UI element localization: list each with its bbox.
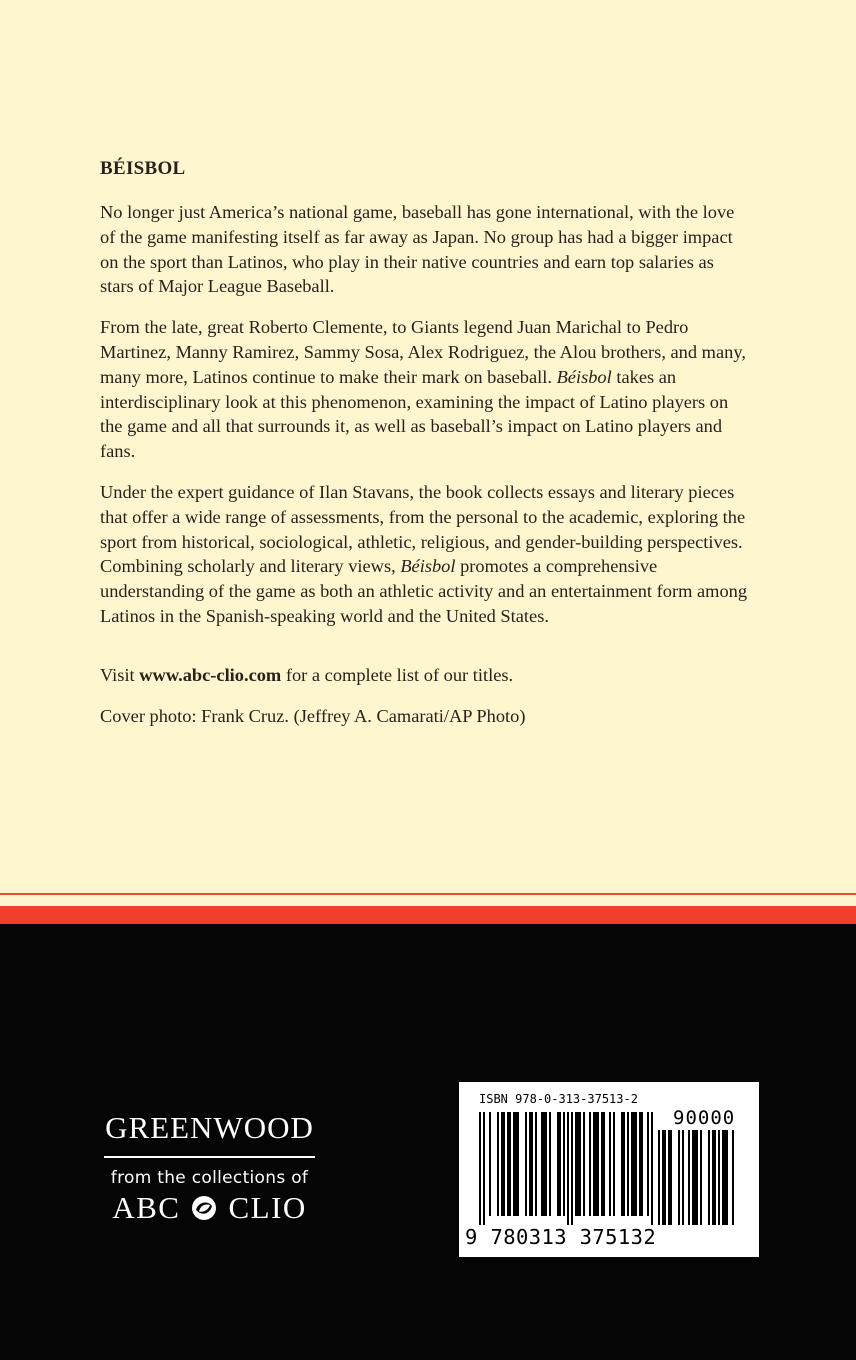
barcode-bar xyxy=(651,1112,653,1225)
barcode-bar xyxy=(529,1112,533,1216)
blurb-paragraph-3 xyxy=(100,480,750,629)
barcode-bar xyxy=(682,1130,684,1225)
barcode-bar xyxy=(563,1112,565,1216)
barcode-bar xyxy=(627,1112,629,1216)
barcode-bar xyxy=(688,1130,690,1225)
visit-text-a: Visit xyxy=(100,664,140,685)
barcode-bar xyxy=(718,1130,720,1225)
barcode-bar xyxy=(609,1112,611,1216)
isbn-label: ISBN 978-0-313-37513-2 xyxy=(479,1092,638,1106)
barcode-bar xyxy=(593,1112,599,1216)
barcode-bar xyxy=(589,1112,591,1216)
paragraph-2-text-b: takes an interdisciplinary look at this phenomenon, examining the impact of Latino players on the game and all that surrounds it, as well as baseball’s impact on Latino players and fans. xyxy=(100,366,729,462)
barcode-bar xyxy=(647,1112,649,1216)
paragraph-3-text-a: Under the expert guidance of Ilan Stavans, the book collects essays and literary pieces that offer a wide range of assessments, from the personal to the academic, exploring the sport from historical, sociological, athletic, religious, and gender-building perspectives. Combining scholarly and literary views, xyxy=(100,481,746,577)
barcode-bar xyxy=(621,1112,625,1216)
logo-divider xyxy=(104,1156,315,1158)
barcode-bar xyxy=(613,1112,615,1216)
barcode-bar xyxy=(700,1130,702,1225)
abc-text: ABC xyxy=(112,1190,181,1225)
barcode-bar xyxy=(497,1112,499,1216)
barcode-bar xyxy=(722,1130,728,1225)
barcode-bar xyxy=(708,1130,710,1225)
barcode-bar xyxy=(571,1112,573,1225)
divider-thin-line xyxy=(0,893,856,895)
barcode-bar xyxy=(692,1130,698,1225)
barcode-bar xyxy=(631,1112,637,1216)
price-code: 90000 xyxy=(673,1107,736,1129)
barcode-bar xyxy=(668,1130,672,1225)
barcode-digits: 9 780313 375132 xyxy=(465,1225,657,1249)
barcode-bar xyxy=(513,1112,519,1216)
barcode-bar xyxy=(658,1130,660,1225)
barcode-bar xyxy=(501,1112,505,1216)
blurb xyxy=(100,158,750,744)
ean13-barcode xyxy=(479,1112,654,1225)
abc-clio-swirl-icon xyxy=(190,1194,218,1222)
barcode-box xyxy=(459,1082,759,1257)
paragraph-2-text-a: From the late, great Roberto Clemente, to Giants legend Juan Marichal to Pedro Martinez, Manny Ramirez, Sammy Sosa, Alex Rodriguez, the Alou brothers, and many, many more, Latinos continue to make their mark on baseball. xyxy=(100,317,746,387)
greenwood-wordmark: GREENWOOD xyxy=(105,1110,314,1145)
paragraph-3-text-b: promotes a comprehensive understanding of the game as both an athletic activity and an entertainment form among Latinos in the Spanish-speaking world and the United States. xyxy=(100,556,748,626)
book-title: BÉISBOL xyxy=(100,158,186,179)
barcode-bar xyxy=(567,1112,569,1225)
paragraph-3-title-italic: Béisbol xyxy=(400,556,456,577)
barcode-bar xyxy=(479,1112,481,1225)
barcode-bar xyxy=(549,1112,551,1216)
barcode-bar xyxy=(732,1130,734,1225)
barcode-bar xyxy=(507,1112,511,1216)
barcode-bar xyxy=(525,1112,527,1216)
barcode-bar xyxy=(639,1112,643,1216)
abc-clio-wordmark xyxy=(102,1190,317,1226)
logo-tagline: from the collections of xyxy=(110,1168,309,1188)
barcode-bar xyxy=(662,1130,666,1225)
red-band xyxy=(0,906,856,924)
barcode-bar xyxy=(712,1130,716,1225)
paragraph-2-title-italic: Béisbol xyxy=(556,366,612,387)
barcode-bar xyxy=(489,1112,491,1216)
barcode-bar xyxy=(541,1112,547,1216)
cover-photo-credit: Cover photo: Frank Cruz. (Jeffrey A. Camarati/AP Photo) xyxy=(100,705,526,726)
visit-text-b: for a complete list of our titles. xyxy=(281,664,514,685)
clio-text: CLIO xyxy=(228,1190,307,1225)
blurb-paragraph-1: No longer just America’s national game, baseball has gone international, with the love of the game manifesting itself as far away as Japan. No group has had a bigger impact on the sport than Latinos, who play in their native countries and earn top salaries as stars of Major League Baseball. xyxy=(100,202,735,297)
barcode-bar xyxy=(575,1112,581,1216)
visit-note xyxy=(100,663,750,688)
publisher-url[interactable]: www.abc-clio.com xyxy=(139,664,282,685)
addon-barcode xyxy=(658,1130,746,1225)
publisher-logo xyxy=(102,1110,317,1226)
barcode-bar xyxy=(601,1112,605,1216)
barcode-bar xyxy=(483,1112,485,1225)
barcode-bar xyxy=(583,1112,585,1216)
barcode-bar xyxy=(678,1130,680,1225)
barcode-bar xyxy=(557,1112,561,1216)
blurb-paragraph-2 xyxy=(100,315,750,464)
barcode-bar xyxy=(535,1112,537,1216)
